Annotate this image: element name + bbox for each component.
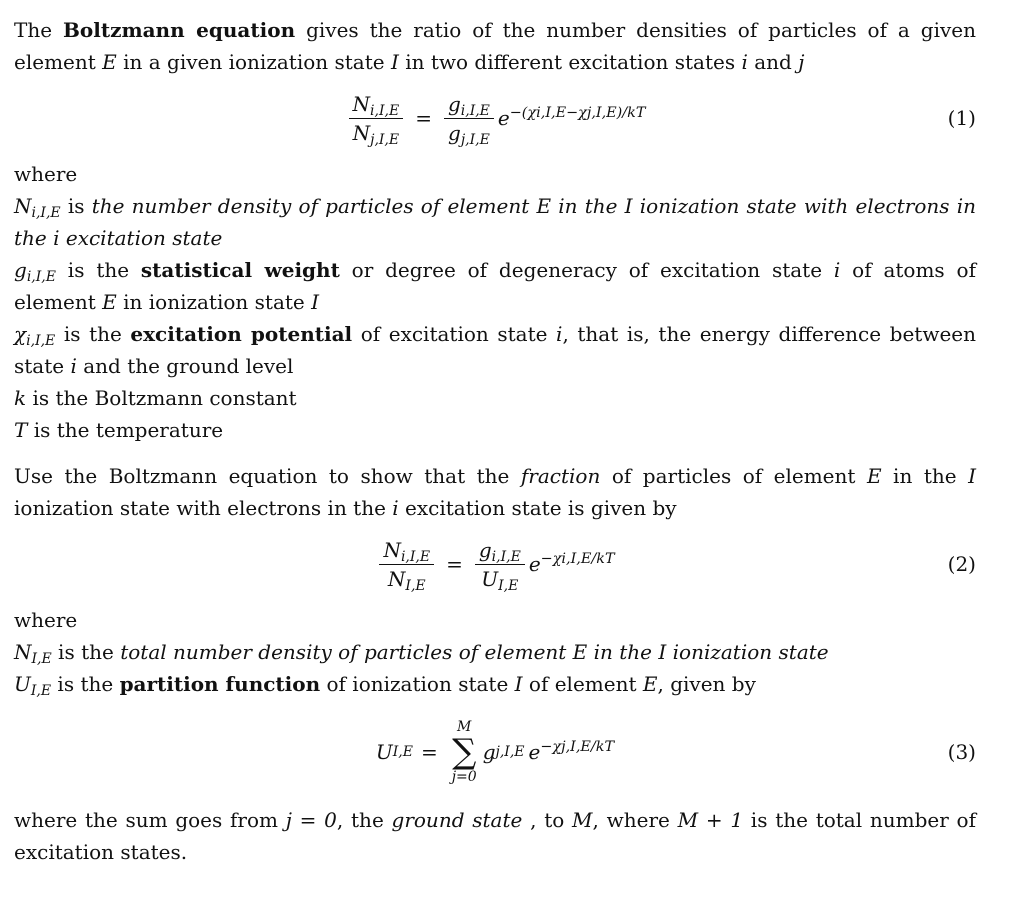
eq2-lhs-fraction — [379, 536, 434, 593]
var-i: i — [833, 258, 841, 282]
def-U-text: of ionization state — [320, 672, 515, 696]
intro-text: The — [14, 18, 63, 42]
var-E: E — [642, 672, 658, 696]
ground-state-term: ground state — [391, 808, 523, 832]
eq2-rhs-fraction — [475, 536, 525, 593]
def-N-ijE — [14, 190, 976, 254]
def-chi-text: , that is, the energy difference between state — [14, 322, 977, 378]
intro-text: gives the ratio of the number densities of particles of a given element — [14, 18, 976, 74]
var-E: E — [102, 50, 117, 74]
var-I: I — [390, 50, 399, 74]
eq3-exp-base: e — [528, 740, 541, 764]
eq3-lhs: U — [375, 740, 393, 764]
def-N-total-symbol: N — [14, 640, 32, 664]
excitation-potential-term: excitation potential — [130, 322, 353, 346]
def-U — [14, 668, 976, 700]
eq1-lhs-num-sub: i,I,E — [370, 102, 400, 119]
eq1-rhs-den: g — [448, 120, 461, 145]
statistical-weight-term: statistical weight — [140, 258, 340, 282]
def-N-total-description: total number density of particles of element E in the I ionization state — [120, 640, 829, 664]
eq3-exponent: −χj,I,E/kT — [540, 739, 615, 756]
def-N-sub: i,I,E — [31, 205, 61, 222]
eq2-number: (2) — [947, 552, 976, 576]
equation-1 — [14, 86, 976, 150]
closing-text: where the sum goes from — [14, 808, 286, 832]
def-g — [14, 254, 976, 318]
def-U-text: is the — [51, 672, 120, 696]
def-chi-symbol: χ — [14, 322, 27, 346]
task-paragraph — [14, 460, 976, 524]
sigma-symbol: ∑ — [452, 732, 477, 772]
eq1-equals: = — [415, 106, 432, 130]
def-N-total-sub: I,E — [31, 651, 52, 668]
def-g-text: or degree of degeneracy of excitation state — [339, 258, 834, 282]
eq2-exponent: −χi,I,E/kT — [540, 551, 615, 568]
var-I: I — [311, 290, 320, 314]
eq2-rhs-den: U — [481, 566, 499, 591]
def-g-text: of atoms of element — [14, 258, 976, 314]
eq2-rhs-num-sub: i,I,E — [491, 548, 521, 565]
def-T-symbol: T — [14, 418, 28, 442]
eq1-rhs-num: g — [447, 91, 461, 116]
def-chi-sub: i,I,E — [26, 333, 56, 350]
task-text: ionization state with electrons in the — [14, 496, 393, 520]
eq2-lhs-num-sub: i,I,E — [400, 548, 431, 565]
def-U-text: , given by — [657, 672, 756, 696]
var-I: I — [514, 672, 523, 696]
closing-math-M1: M + 1 — [677, 808, 744, 832]
intro-text: in a given ionization state — [116, 50, 391, 74]
closing-text: , the — [336, 808, 392, 832]
eq2-rhs-num: g — [478, 537, 492, 562]
def-g-text: is the — [55, 258, 141, 282]
var-E: E — [866, 464, 882, 488]
def-g-sub: i,I,E — [26, 269, 56, 286]
def-k — [14, 382, 976, 414]
task-text: of particles of element — [600, 464, 867, 488]
closing-text: , where — [592, 808, 678, 832]
intro-paragraph — [14, 14, 976, 78]
def-N-symbol: N — [14, 194, 32, 218]
closing-math-j0: j = 0 — [285, 808, 337, 832]
eq1-lhs-den: N — [352, 120, 371, 145]
def-N-text: is — [60, 194, 92, 218]
var-i: i — [741, 50, 748, 74]
sum-lower-limit: j=0 — [451, 769, 477, 785]
var-M: M — [572, 808, 593, 832]
eq1-lhs-fraction — [349, 90, 404, 147]
var-I: I — [968, 464, 976, 488]
defs1-where: where — [14, 162, 78, 186]
var-i: i — [556, 322, 563, 346]
eq2-exp-base: e — [528, 552, 541, 576]
eq2-equals: = — [446, 552, 463, 576]
def-k-text: is the Boltzmann constant — [26, 386, 297, 410]
def-U-text: of element — [522, 672, 643, 696]
eq3-summation — [452, 719, 477, 785]
eq2-lhs-den-sub: I,E — [405, 577, 426, 594]
eq3-equals: = — [420, 740, 438, 764]
eq3-number: (3) — [947, 740, 976, 764]
def-g-text: in ionization state — [116, 290, 312, 314]
eq2-rhs-den-sub: I,E — [498, 577, 519, 594]
eq1-exp-base: e — [497, 106, 510, 130]
sum-upper-limit: M — [457, 719, 472, 735]
eq3-term: g — [482, 740, 496, 764]
eq1-rhs-den-sub: j,I,E — [460, 131, 490, 148]
task-text: excitation state is given by — [398, 496, 677, 520]
def-N-IE — [14, 636, 976, 668]
equation-2 — [14, 532, 976, 596]
def-chi-text: and the ground level — [76, 354, 294, 378]
def-N-total-text: is the — [51, 640, 121, 664]
eq1-rhs-num-sub: i,I,E — [460, 102, 490, 119]
eq1-rhs-fraction — [444, 90, 494, 147]
defs2-where: where — [14, 608, 78, 632]
var-i: i — [392, 496, 399, 520]
equation-3: U I,E = M ∑ j=0 g j,I,E $e^{-\chi j,I,E/kT}$ (3) — [375, 719, 976, 785]
def-chi-text: of excitation state — [352, 322, 557, 346]
eq2-lhs-num: N — [383, 537, 401, 562]
closing-text: is the total number of excitation states. — [14, 808, 976, 864]
def-U-sub: I,E — [30, 683, 52, 700]
var-i: i — [70, 354, 77, 378]
intro-text: in two different excitation states — [398, 50, 742, 74]
def-k-symbol: k — [14, 386, 27, 410]
intro-text: and — [747, 50, 799, 74]
def-T-text: is the temperature — [27, 418, 224, 442]
fraction-term: fraction — [520, 464, 601, 488]
def-T — [14, 414, 976, 446]
eq1-lhs-num: N — [352, 91, 371, 116]
task-text: Use the Boltzmann equation to show that the — [14, 464, 521, 488]
var-E: E — [102, 290, 117, 314]
eq1-number: (1) — [947, 106, 976, 130]
def-chi — [14, 318, 976, 382]
eq1-lhs-den-sub: j,I,E — [370, 131, 400, 148]
def-U-symbol: U — [14, 672, 31, 696]
task-text: in the — [881, 464, 969, 488]
closing-text: , to — [522, 808, 573, 832]
def-chi-text: is the — [55, 322, 131, 346]
var-j: j — [798, 50, 805, 74]
def-g-symbol: g — [14, 258, 27, 282]
eq1-exponent: −(χi,I,E−χj,I,E)/kT — [509, 105, 646, 122]
partition-function-term: partition function — [119, 672, 321, 696]
closing-paragraph — [14, 804, 976, 868]
boltzmann-term: Boltzmann equation — [63, 18, 296, 42]
eq2-lhs-den: N — [387, 566, 406, 591]
def-N-description: the number density of particles of element E in the I ionization state with electrons in the i excitation state — [14, 194, 977, 250]
